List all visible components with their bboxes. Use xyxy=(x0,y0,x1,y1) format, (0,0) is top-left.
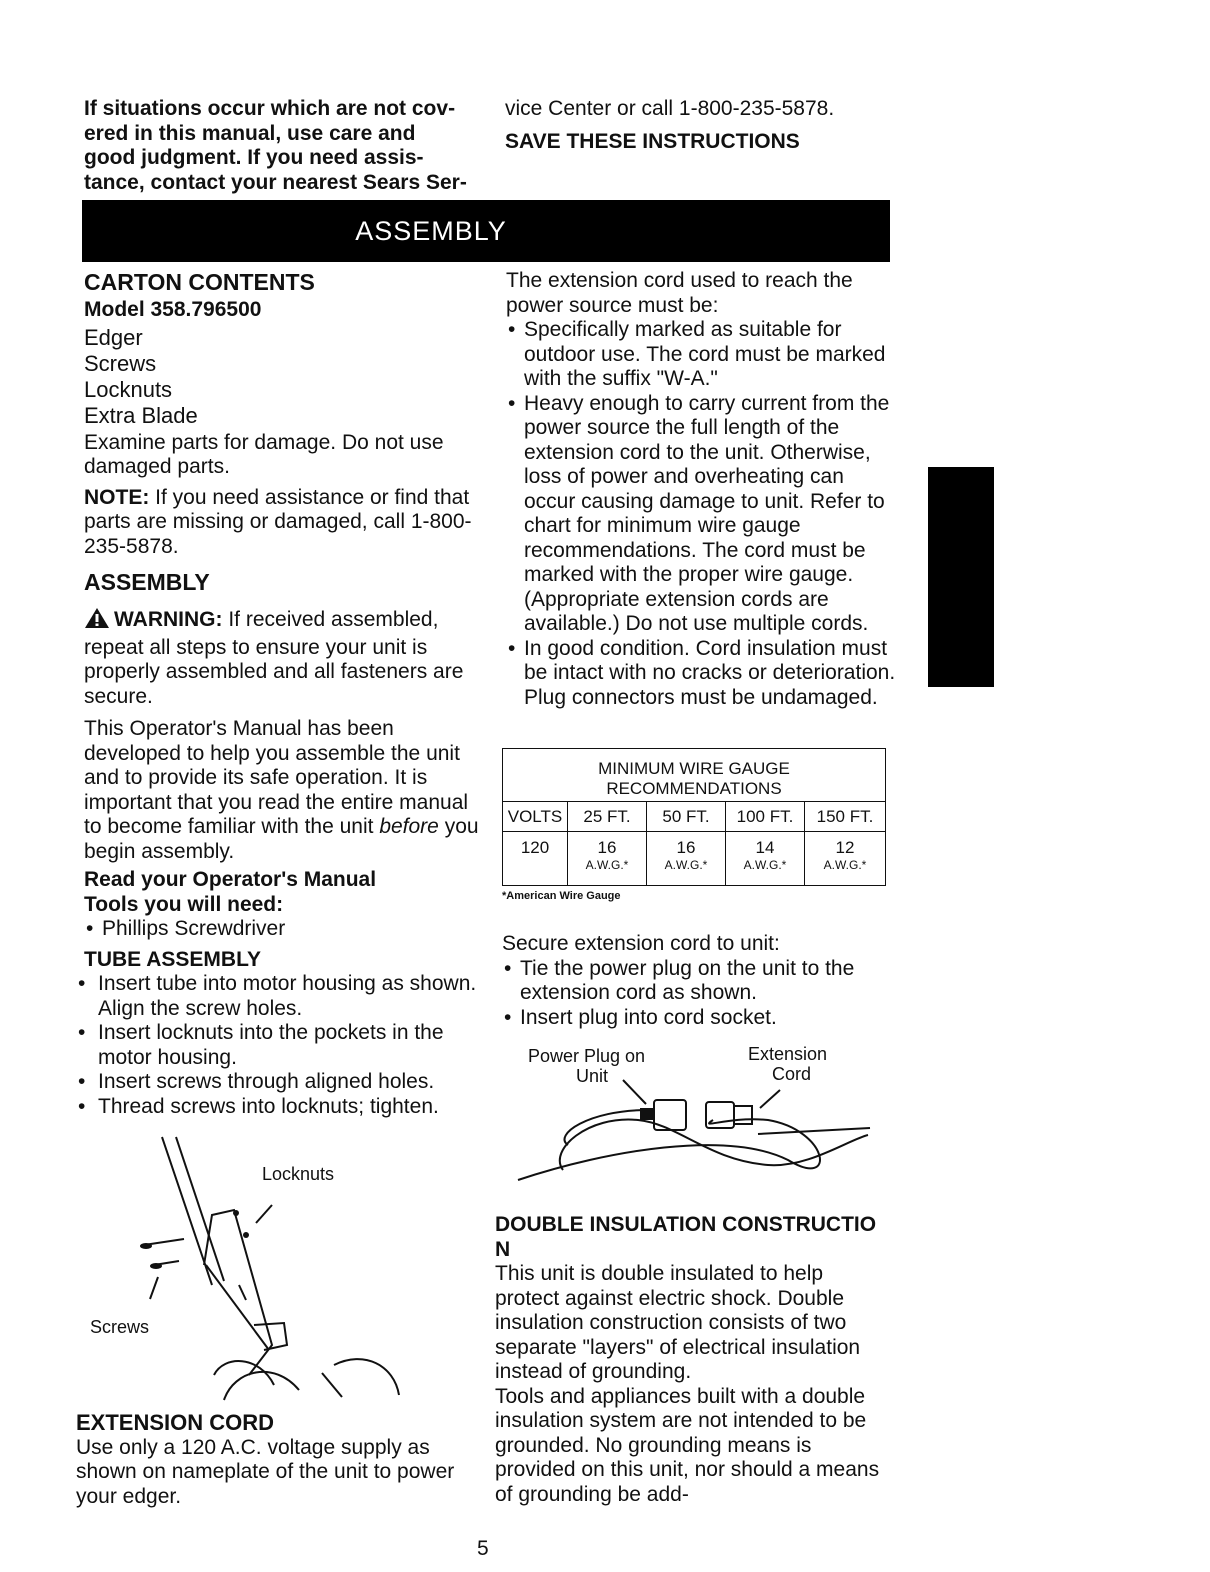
extension-cord-text: Use only a 120 A.C. voltage supply as shown on nameplate of the unit to power your edger. xyxy=(76,1435,455,1508)
left-column xyxy=(84,268,484,1119)
secure-steps xyxy=(502,957,894,1031)
gauge-value: 14 xyxy=(755,838,775,857)
tube-steps-list xyxy=(72,972,484,1119)
unit-label: Unit xyxy=(576,1066,609,1086)
carton-item: Extra Blade xyxy=(84,402,198,428)
intro-line: If situations occur which are not cov- xyxy=(84,97,456,120)
section-tab-marker xyxy=(928,467,994,687)
intro-line: ered in this manual, use care and xyxy=(84,121,416,145)
cord-label: Cord xyxy=(772,1064,812,1084)
cord-requirement: • Heavy enough to carry current from the power source the full length of the extension cord to the unit. Otherwise, loss of power and overheating can occur causing damage to unit. Refer to chart for minimum wire gauge recommendations. The cord must be marked with the proper wire gauge. (Appropriate extension cords are available.) Do not use multiple cords. xyxy=(506,392,898,637)
cord-figure xyxy=(508,1040,878,1200)
tube-step: • Thread screws into locknuts; tighten. xyxy=(72,1095,484,1120)
carton-item: Screws xyxy=(84,350,157,376)
gauge-unit: A.W.G.* xyxy=(743,858,787,872)
intro-right xyxy=(505,97,905,154)
manual-italic: before xyxy=(379,815,439,838)
model-number: Model 358.796500 xyxy=(84,298,262,321)
cord-intro: The extension cord used to reach the power source must be: xyxy=(506,269,853,317)
extension-cord-section xyxy=(76,1411,486,1509)
cord-knot-illustration xyxy=(508,1040,878,1200)
carton-item: Edger xyxy=(84,324,143,350)
cord-requirements xyxy=(506,318,898,710)
right-column xyxy=(506,269,898,710)
examine-text: Examine parts for damage. Do not use damaged parts. xyxy=(84,430,444,478)
tube-assembly-figure xyxy=(84,1135,414,1405)
assembly-banner: ASSEMBLY xyxy=(82,200,890,262)
extension-cord-heading: EXTENSION CORD xyxy=(76,1410,275,1435)
header-cell: VOLTS xyxy=(503,802,568,832)
secure-cord-section xyxy=(502,932,894,1030)
intro-left xyxy=(84,97,494,195)
save-instructions: SAVE THESE INSTRUCTIONS xyxy=(505,129,800,153)
manual-text: This Operator's Manual has been developed to help you assemble the unit and to provide its safe operation. It is important that you read the entire manual to become familiar with the unit xyxy=(84,717,469,838)
secure-text: Secure extension cord to unit: xyxy=(502,932,780,955)
gauge-value: 16 xyxy=(597,838,617,857)
header-cell: 150 FT. xyxy=(805,802,886,832)
table-footnote: *American Wire Gauge xyxy=(502,890,621,902)
tube-step: • Insert screws through aligned holes. xyxy=(72,1070,484,1095)
intro-line: tance, contact your nearest Sears Ser- xyxy=(84,170,467,194)
secure-step: • Tie the power plug on the unit to the extension cord as shown. xyxy=(502,957,894,1006)
double-insulation-text: This unit is double insulated to help protect against electric shock. Double insulation construction consists of two separate "layers" of electrical insulation instead of grounding. xyxy=(495,1262,861,1383)
warning-icon xyxy=(84,607,110,636)
tool-item: • Phillips Screwdriver xyxy=(84,917,484,942)
locknuts-label: Locknuts xyxy=(262,1164,335,1184)
gauge-unit: A.W.G.* xyxy=(585,858,629,872)
cord-requirement: • In good condition. Cord insulation must be intact with no cracks or deterioration. Plug connectors must be undamaged. xyxy=(506,637,898,711)
tube-assembly-heading: TUBE ASSEMBLY xyxy=(84,947,261,971)
table-title xyxy=(503,749,886,802)
extension-label: Extension xyxy=(748,1044,828,1064)
tools-heading: Tools you will need: xyxy=(84,892,284,916)
gauge-value: 12 xyxy=(835,838,855,857)
double-insulation-heading: DOUBLE INSULATION CONSTRUCTION xyxy=(495,1213,877,1261)
header-cell: 25 FT. xyxy=(568,802,647,832)
gauge-value: 16 xyxy=(676,838,696,857)
double-insulation-text: Tools and appliances built with a double insulation system are not intended to be grounded. No grounding means is provided on this unit, nor should a means of grounding be add- xyxy=(495,1384,880,1506)
power-plug-label: Power Plug on xyxy=(528,1046,646,1066)
note-paragraph xyxy=(84,486,484,560)
carton-contents-heading: CARTON CONTENTS xyxy=(84,269,315,295)
wire-gauge-table xyxy=(502,748,886,902)
gauge-cell xyxy=(647,832,726,886)
header-cell: 50 FT. xyxy=(647,802,726,832)
double-insulation-section xyxy=(495,1213,890,1507)
page-number: 5 xyxy=(477,1537,489,1560)
carton-item: Locknuts xyxy=(84,376,173,402)
table-title-line: MINIMUM WIRE GAUGE xyxy=(598,759,790,778)
note-label: NOTE: xyxy=(84,485,150,509)
warning-paragraph xyxy=(84,607,484,709)
warning-text: If received assembled, repeat all steps to ensure your unit is properly assembled and all fasteners are secure. xyxy=(84,608,464,708)
gauge-unit: A.W.G.* xyxy=(664,858,708,872)
secure-step: • Insert plug into cord socket. xyxy=(502,1006,894,1031)
header-cell: 100 FT. xyxy=(726,802,805,832)
gauge-cell xyxy=(805,832,886,886)
gauge-cell xyxy=(568,832,647,886)
tube-assembly-illustration xyxy=(84,1135,414,1405)
tools-list xyxy=(84,917,484,942)
table-title-line: RECOMMENDATIONS xyxy=(606,779,782,798)
cord-requirement: • Specifically marked as suitable for outdoor use. The cord must be marked with the suffix "W-A." xyxy=(506,318,898,392)
screws-label: Screws xyxy=(90,1317,150,1337)
intro-right-line: vice Center or call 1-800-235-5878. xyxy=(505,97,835,120)
intro-line: good judgment. If you need assis- xyxy=(84,146,424,169)
manual-text-end: you begin assembly. xyxy=(84,815,479,863)
note-text: If you need assistance or find that parts are missing or damaged, call 1-800-235-5878. xyxy=(84,485,472,558)
read-manual-heading: Read your Operator's Manual xyxy=(84,868,377,891)
tube-step: • Insert tube into motor housing as shown. Align the screw holes. xyxy=(72,972,484,1021)
gauge-cell xyxy=(726,832,805,886)
tube-step: • Insert locknuts into the pockets in the motor housing. xyxy=(72,1021,484,1070)
gauge-unit: A.W.G.* xyxy=(823,858,867,872)
assembly-heading: ASSEMBLY xyxy=(84,569,210,595)
volts-cell: 120 xyxy=(503,832,568,886)
manual-paragraph xyxy=(84,717,484,864)
warning-label: WARNING: xyxy=(114,608,223,631)
